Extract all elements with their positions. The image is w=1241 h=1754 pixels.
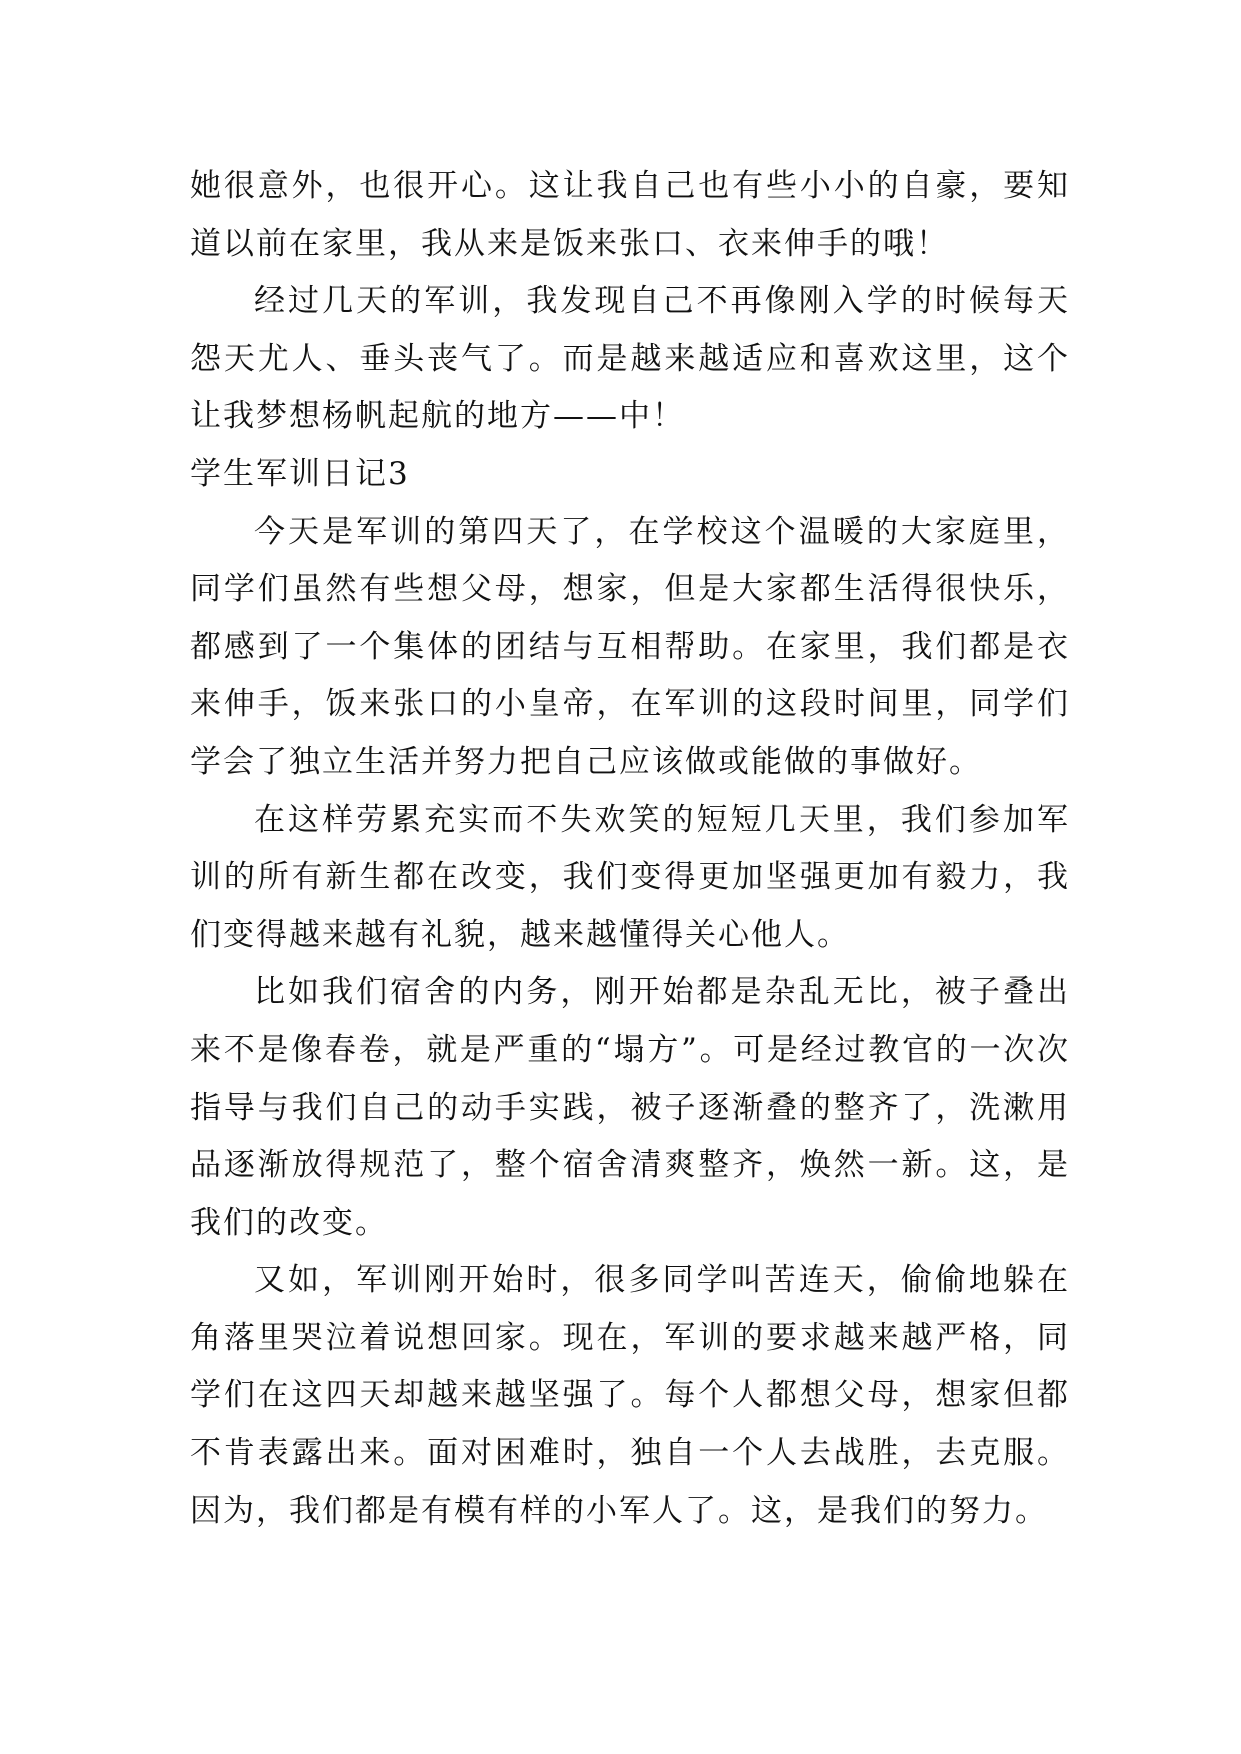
paragraph-6: 又如，军训刚开始时，很多同学叫苦连天，偷偷地躲在角落里哭泣着说想回家。现在，军训的要求越来越严格，同学们在这四天却越来越坚强了。每个人都想父母，想家但都不肯表露出来。面对困难时，独自一个人去战胜，去克服。因为，我们都是有模有样的小军人了。这，是我们的努力。 xyxy=(190,1262,1070,1529)
paragraph-1: 她很意外，也很开心。这让我自己也有些小小的自豪，要知道以前在家里，我从来是饭来张口、衣来伸手的哦！ xyxy=(190,168,1070,262)
paragraph-2: 经过几天的军训，我发现自己不再像刚入学的时候每天怨天尤人、垂头丧气了。而是越来越适应和喜欢这里，这个让我梦想杨帆起航的地方——中！ xyxy=(190,283,1070,435)
document-body xyxy=(190,158,1070,1540)
paragraph-3: 今天是军训的第四天了，在学校这个温暖的大家庭里，同学们虽然有些想父母，想家，但是大家都生活得很快乐，都感到了一个集体的团结与互相帮助。在家里，我们都是衣来伸手，饭来张口的小皇帝，在军训的这段时间里，同学们学会了独立生活并努力把自己应该做或能做的事做好。 xyxy=(190,513,1070,780)
paragraph-5: 比如我们宿舍的内务，刚开始都是杂乱无比，被子叠出来不是像春卷，就是严重的“塌方”。可是经过教官的一次次指导与我们自己的动手实践，被子逐渐叠的整齐了，洗漱用品逐渐放得规范了，整个宿舍清爽整齐，焕然一新。这，是我们的改变。 xyxy=(190,974,1070,1241)
section-heading: 学生军训日记3 xyxy=(190,455,410,492)
paragraph-4: 在这样劳累充实而不失欢笑的短短几天里，我们参加军训的所有新生都在改变，我们变得更加坚强更加有毅力，我们变得越来越有礼貌，越来越懂得关心他人。 xyxy=(190,801,1070,953)
